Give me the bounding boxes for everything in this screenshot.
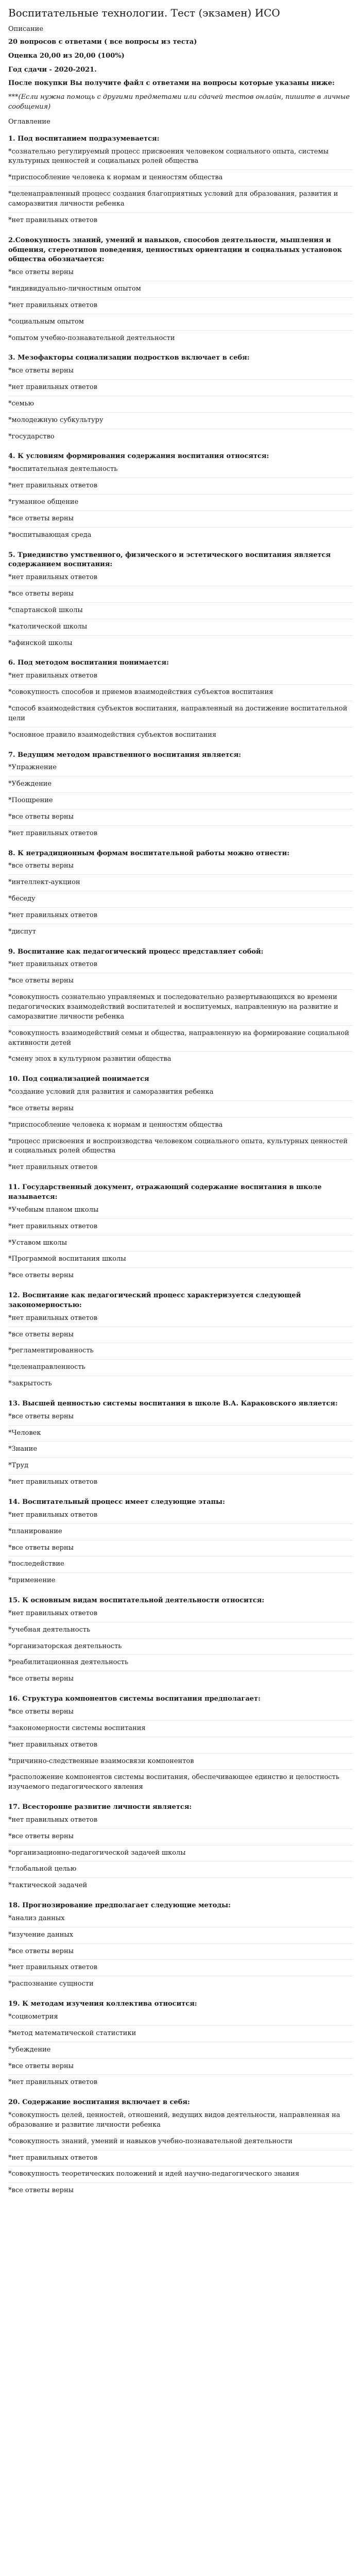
answer-option: *все ответы верны bbox=[8, 1330, 353, 1344]
answer-option: *организационно-педагогической задачей школы bbox=[8, 1849, 353, 1862]
answer-option: *опытом учебно-познавательной деятельности bbox=[8, 334, 175, 342]
answer-option: *воспитательная деятельность bbox=[8, 465, 353, 478]
answer-option: *нет правильных ответов bbox=[8, 383, 353, 396]
answer-list bbox=[8, 861, 353, 940]
answer-option: *нет правильных ответов bbox=[8, 1740, 353, 1754]
question-text: 19. К методам изучения коллектива относится: bbox=[8, 2000, 197, 2008]
answer-option: *изучение данных bbox=[8, 1930, 353, 1944]
answer-option: *Учебным планом школы bbox=[8, 1206, 353, 1219]
answer-option: *нет правильных ответов bbox=[8, 1511, 353, 1524]
answer-option: *диспут bbox=[8, 927, 36, 936]
answer-option: *способ взаимодействия субъектов воспитания, направленный на достижение воспитательной цели bbox=[8, 704, 353, 727]
answer-option: *Упражнение bbox=[8, 763, 353, 776]
answer-list bbox=[8, 366, 353, 445]
question-block bbox=[8, 353, 353, 445]
intro-line: ***(Если нужна помощь с другими предметами или сдачей тестов онлайн, пишите в личные сообщения) bbox=[8, 93, 350, 111]
answer-option: *нет правильных ответов bbox=[8, 1816, 353, 1829]
question-block bbox=[8, 1803, 353, 1894]
answer-option: *анализ данных bbox=[8, 1914, 353, 1927]
question-block bbox=[8, 236, 353, 347]
answer-option: *Уставом школы bbox=[8, 1239, 353, 1252]
answer-option: *целенаправленность bbox=[8, 1363, 353, 1376]
answer-option: *все ответы верны bbox=[8, 1272, 74, 1280]
answer-option: *все ответы верны bbox=[8, 366, 353, 380]
answer-option: *создание условий для развития и саморазвития ребенка bbox=[8, 1088, 353, 1101]
answer-option: *Поощрение bbox=[8, 796, 353, 809]
question-block bbox=[8, 1596, 353, 1687]
answer-option: *нет правильных ответов bbox=[8, 1222, 353, 1235]
answer-list bbox=[8, 1412, 353, 1490]
question-block bbox=[8, 1399, 353, 1490]
answer-option: *все ответы верны bbox=[8, 1832, 353, 1845]
question-block bbox=[8, 2098, 353, 2199]
answer-option: *организаторская деятельность bbox=[8, 1642, 353, 1655]
answer-option: *сознательно регулируемый процесс присвоения человеком социального опыта, системы культурных ценностей и социальных ролей общества bbox=[8, 147, 353, 171]
answer-option: *все ответы верны bbox=[8, 1675, 74, 1683]
answer-option: *социометрия bbox=[8, 2012, 353, 2026]
question-text: 14. Воспитательный процесс имеет следующие этапы: bbox=[8, 1498, 225, 1506]
answer-option: *все ответы верны bbox=[8, 1544, 353, 1557]
answer-list bbox=[8, 2111, 353, 2199]
question-text: 10. Под социализацией понимается bbox=[8, 1075, 149, 1083]
answer-option: *молодежную субкультуру bbox=[8, 416, 353, 429]
answer-list bbox=[8, 465, 353, 543]
answer-option: *государство bbox=[8, 432, 55, 440]
question-block bbox=[8, 1498, 353, 1589]
answer-option: *нет правильных ответов bbox=[8, 1609, 353, 1622]
answer-option: *смену эпох в культурном развитии общества bbox=[8, 1055, 171, 1063]
question-text: 9. Воспитание как педагогический процесс представляет собой: bbox=[8, 947, 264, 956]
answer-list bbox=[8, 1816, 353, 1894]
question-block bbox=[8, 1183, 353, 1284]
answer-option: *нет правильных ответов bbox=[8, 829, 98, 837]
answer-list bbox=[8, 763, 353, 841]
question-block bbox=[8, 658, 353, 743]
answer-option: *интеллект-аукцион bbox=[8, 878, 353, 891]
question-block bbox=[8, 452, 353, 543]
answer-option: *все ответы верны bbox=[8, 2062, 353, 2075]
toc-label: Оглавление bbox=[8, 117, 50, 126]
answer-option: *глобальной целью bbox=[8, 1865, 353, 1878]
answer-option: *нет правильных ответов bbox=[8, 1163, 98, 1172]
answer-option: *все ответы верны bbox=[8, 976, 353, 990]
answer-option: *все ответы верны bbox=[8, 2187, 74, 2195]
question-text: 16. Структура компонентов системы воспитания предполагает: bbox=[8, 1695, 261, 1703]
question-block bbox=[8, 751, 353, 842]
answer-option: *нет правильных ответов bbox=[8, 2154, 353, 2167]
answer-option: *все ответы верны bbox=[8, 861, 353, 875]
answer-option: *процесс присвоения и воспроизводства человеком социального опыта, культурных ценностей и социальных ролей общества bbox=[8, 1137, 353, 1160]
question-text: 12. Воспитание как педагогический процесс характеризуется следующей закономерностью: bbox=[8, 1292, 301, 1309]
answer-option: *нет правильных ответов bbox=[8, 1314, 353, 1327]
answer-option: *все ответы верны bbox=[8, 1412, 353, 1426]
answer-option: *планирование bbox=[8, 1527, 353, 1540]
answer-option: *нет правильных ответов bbox=[8, 481, 353, 495]
page-title: Воспитательные технологии. Тест (экзамен) ИСО bbox=[8, 7, 280, 19]
question-text: 15. К основным видам воспитательной деятельности относится: bbox=[8, 1597, 265, 1605]
answer-option: *совокупность целей, ценностей, отношений, ведущих видов деятельности, направленная на образование и развитие личности ребенка bbox=[8, 2111, 353, 2134]
answer-list bbox=[8, 960, 353, 1067]
answer-option: *беседу bbox=[8, 894, 353, 908]
answer-list bbox=[8, 1206, 353, 1284]
answer-option: *все ответы верны bbox=[8, 268, 353, 281]
answer-list bbox=[8, 268, 353, 346]
answer-option: *реабилитационная деятельность bbox=[8, 1658, 353, 1671]
answer-option: *нет правильных ответов bbox=[8, 2078, 98, 2087]
answer-option: *приспособление человека к нормам и ценностям общества bbox=[8, 1121, 353, 1134]
answer-option: *совокупность знаний, умений и навыков учебно-познавательной деятельности bbox=[8, 2137, 353, 2150]
answer-option: *нет правильных ответов bbox=[8, 911, 353, 924]
answer-option: *афинской школы bbox=[8, 639, 73, 647]
answer-option: *Программой воспитания школы bbox=[8, 1255, 353, 1268]
answer-option: *метод математической статистики bbox=[8, 2029, 353, 2042]
intro-line: 20 вопросов с ответами ( все вопросы из теста) bbox=[8, 38, 197, 46]
question-block bbox=[8, 1694, 353, 1795]
question-block bbox=[8, 1901, 353, 1992]
question-text: 6. Под методом воспитания понимается: bbox=[8, 659, 169, 667]
answer-option: *гуманное общение bbox=[8, 498, 353, 511]
answer-option: *воспитывающая среда bbox=[8, 531, 92, 539]
question-text: 7. Ведущим методом нравственного воспитания является: bbox=[8, 751, 242, 759]
answer-option: *все ответы верны bbox=[8, 514, 353, 528]
answer-option: *последействие bbox=[8, 1560, 353, 1573]
question-text: 17. Всесторонне развитие личности является: bbox=[8, 1803, 192, 1811]
answer-option: *все ответы верны bbox=[8, 589, 353, 603]
question-text: 4. К условиям формирования содержания воспитания относятся: bbox=[8, 452, 269, 461]
answer-list bbox=[8, 1088, 353, 1176]
question-block bbox=[8, 551, 353, 652]
answer-option: *причинно-следственные взаимосвязи компонентов bbox=[8, 1757, 353, 1770]
answer-option: *нет правильных ответов bbox=[8, 671, 353, 685]
answer-option: *Труд bbox=[8, 1461, 353, 1475]
answer-option: *все ответы верны bbox=[8, 1707, 353, 1721]
answer-option: *нет правильных ответов bbox=[8, 216, 98, 224]
answer-option: *Человек bbox=[8, 1429, 353, 1442]
question-text: 13. Высшей ценностью системы воспитания в школе В.А. Караковского является: bbox=[8, 1399, 338, 1408]
answer-option: *совокупность теоретических положений и идей научно-педагогического знания bbox=[8, 2170, 353, 2183]
answer-option: *совокупность взаимодействий семьи и общества, направленную на формирование социальной активности детей bbox=[8, 1029, 353, 1052]
answer-option: *тактической задачей bbox=[8, 1882, 88, 1890]
question-text: 2.Совокупность знаний, умений и навыков, способов деятельности, мышления и общения, стереотипов поведения, ценностных ориентации и социальных установок общества обозначается: bbox=[8, 236, 342, 264]
question-block bbox=[8, 1999, 353, 2091]
answer-list bbox=[8, 573, 353, 651]
answer-option: *закономерности системы воспитания bbox=[8, 1724, 353, 1737]
answer-option: *Убеждение bbox=[8, 779, 353, 793]
answer-list bbox=[8, 1707, 353, 1795]
answer-option: *учебная деятельность bbox=[8, 1625, 353, 1639]
answer-option: *нет правильных ответов bbox=[8, 301, 353, 314]
answer-option: *нет правильных ответов bbox=[8, 573, 353, 586]
answer-option: *совокупность сознательно управляемых и последовательно развертывающихся во времени педагогических взаимодействий воспитателей и воспитуемых, направленную на развитие и саморазвитие личности ребенка bbox=[8, 993, 353, 1026]
answer-option: *регламентированность bbox=[8, 1346, 353, 1360]
answer-option: *все ответы верны bbox=[8, 1104, 353, 1117]
question-text: 5. Триединство умственного, физического и эстетического воспитания является содержанием воспитания: bbox=[8, 551, 331, 569]
answer-list bbox=[8, 1511, 353, 1589]
answer-option: *индивидуально-личностным опытом bbox=[8, 284, 353, 298]
intro-block bbox=[8, 38, 353, 112]
answer-option: *приспособление человека к нормам и ценностям общества bbox=[8, 173, 353, 187]
answer-option: *нет правильных ответов bbox=[8, 1478, 98, 1486]
answer-option: *все ответы верны bbox=[8, 1947, 353, 1960]
answer-option: *совокупность способов и приемов взаимодействия субъектов воспитания bbox=[8, 688, 353, 701]
answer-list bbox=[8, 147, 353, 229]
answer-option: *католической школы bbox=[8, 622, 353, 636]
answer-list bbox=[8, 1314, 353, 1392]
question-block bbox=[8, 134, 353, 229]
answer-option: *все ответы верны bbox=[8, 812, 353, 826]
answer-option: *целенаправленный процесс создания благоприятных условий для образования, развития и саморазвития личности ребенка bbox=[8, 190, 353, 213]
question-text: 11. Государственный документ, отражающий содержание воспитания в школе называется: bbox=[8, 1183, 322, 1201]
intro-line: После покупки Вы получите файл с ответами на вопросы которые указаны ниже: bbox=[8, 79, 335, 88]
answer-option: *распознание сущности bbox=[8, 1980, 94, 1988]
answer-list bbox=[8, 671, 353, 743]
intro-line: Год сдачи - 2020-2021. bbox=[8, 65, 97, 74]
answer-option: *убеждение bbox=[8, 2045, 353, 2059]
questions-list bbox=[8, 134, 353, 2199]
answer-option: *закрытость bbox=[8, 1380, 52, 1388]
question-text: 3. Мезофакторы социализации подростков включает в себя: bbox=[8, 354, 250, 362]
question-text: 20. Содержание воспитания включает в себя: bbox=[8, 2098, 190, 2107]
description-label: Описание bbox=[8, 25, 44, 33]
answer-option: *спартанской школы bbox=[8, 606, 353, 619]
answer-option: *социальным опытом bbox=[8, 317, 353, 331]
answer-list bbox=[8, 1609, 353, 1687]
question-block bbox=[8, 1075, 353, 1176]
question-text: 1. Под воспитанием подразумевается: bbox=[8, 134, 160, 143]
answer-option: *основное правило взаимодействия субъектов воспитания bbox=[8, 731, 217, 739]
intro-line: Оценка 20,00 из 20,00 (100%) bbox=[8, 52, 125, 60]
answer-list bbox=[8, 1914, 353, 1992]
answer-option: *расположение компонентов системы воспитания, обеспечивающее единство и целостность изучаемого педагогического явления bbox=[8, 1773, 339, 1791]
question-block bbox=[8, 849, 353, 940]
answer-option: *семью bbox=[8, 399, 353, 413]
answer-list bbox=[8, 2012, 353, 2091]
answer-option: *нет правильных ответов bbox=[8, 1963, 353, 1976]
question-block bbox=[8, 947, 353, 1068]
question-text: 8. К нетрадиционным формам воспитательной работы можно отнести: bbox=[8, 849, 290, 857]
question-block bbox=[8, 1291, 353, 1392]
answer-option: *применение bbox=[8, 1577, 56, 1585]
question-text: 18. Прогнозирование предполагает следующие методы: bbox=[8, 1902, 231, 1910]
answer-option: *Знание bbox=[8, 1445, 353, 1458]
answer-option: *нет правильных ответов bbox=[8, 960, 353, 973]
